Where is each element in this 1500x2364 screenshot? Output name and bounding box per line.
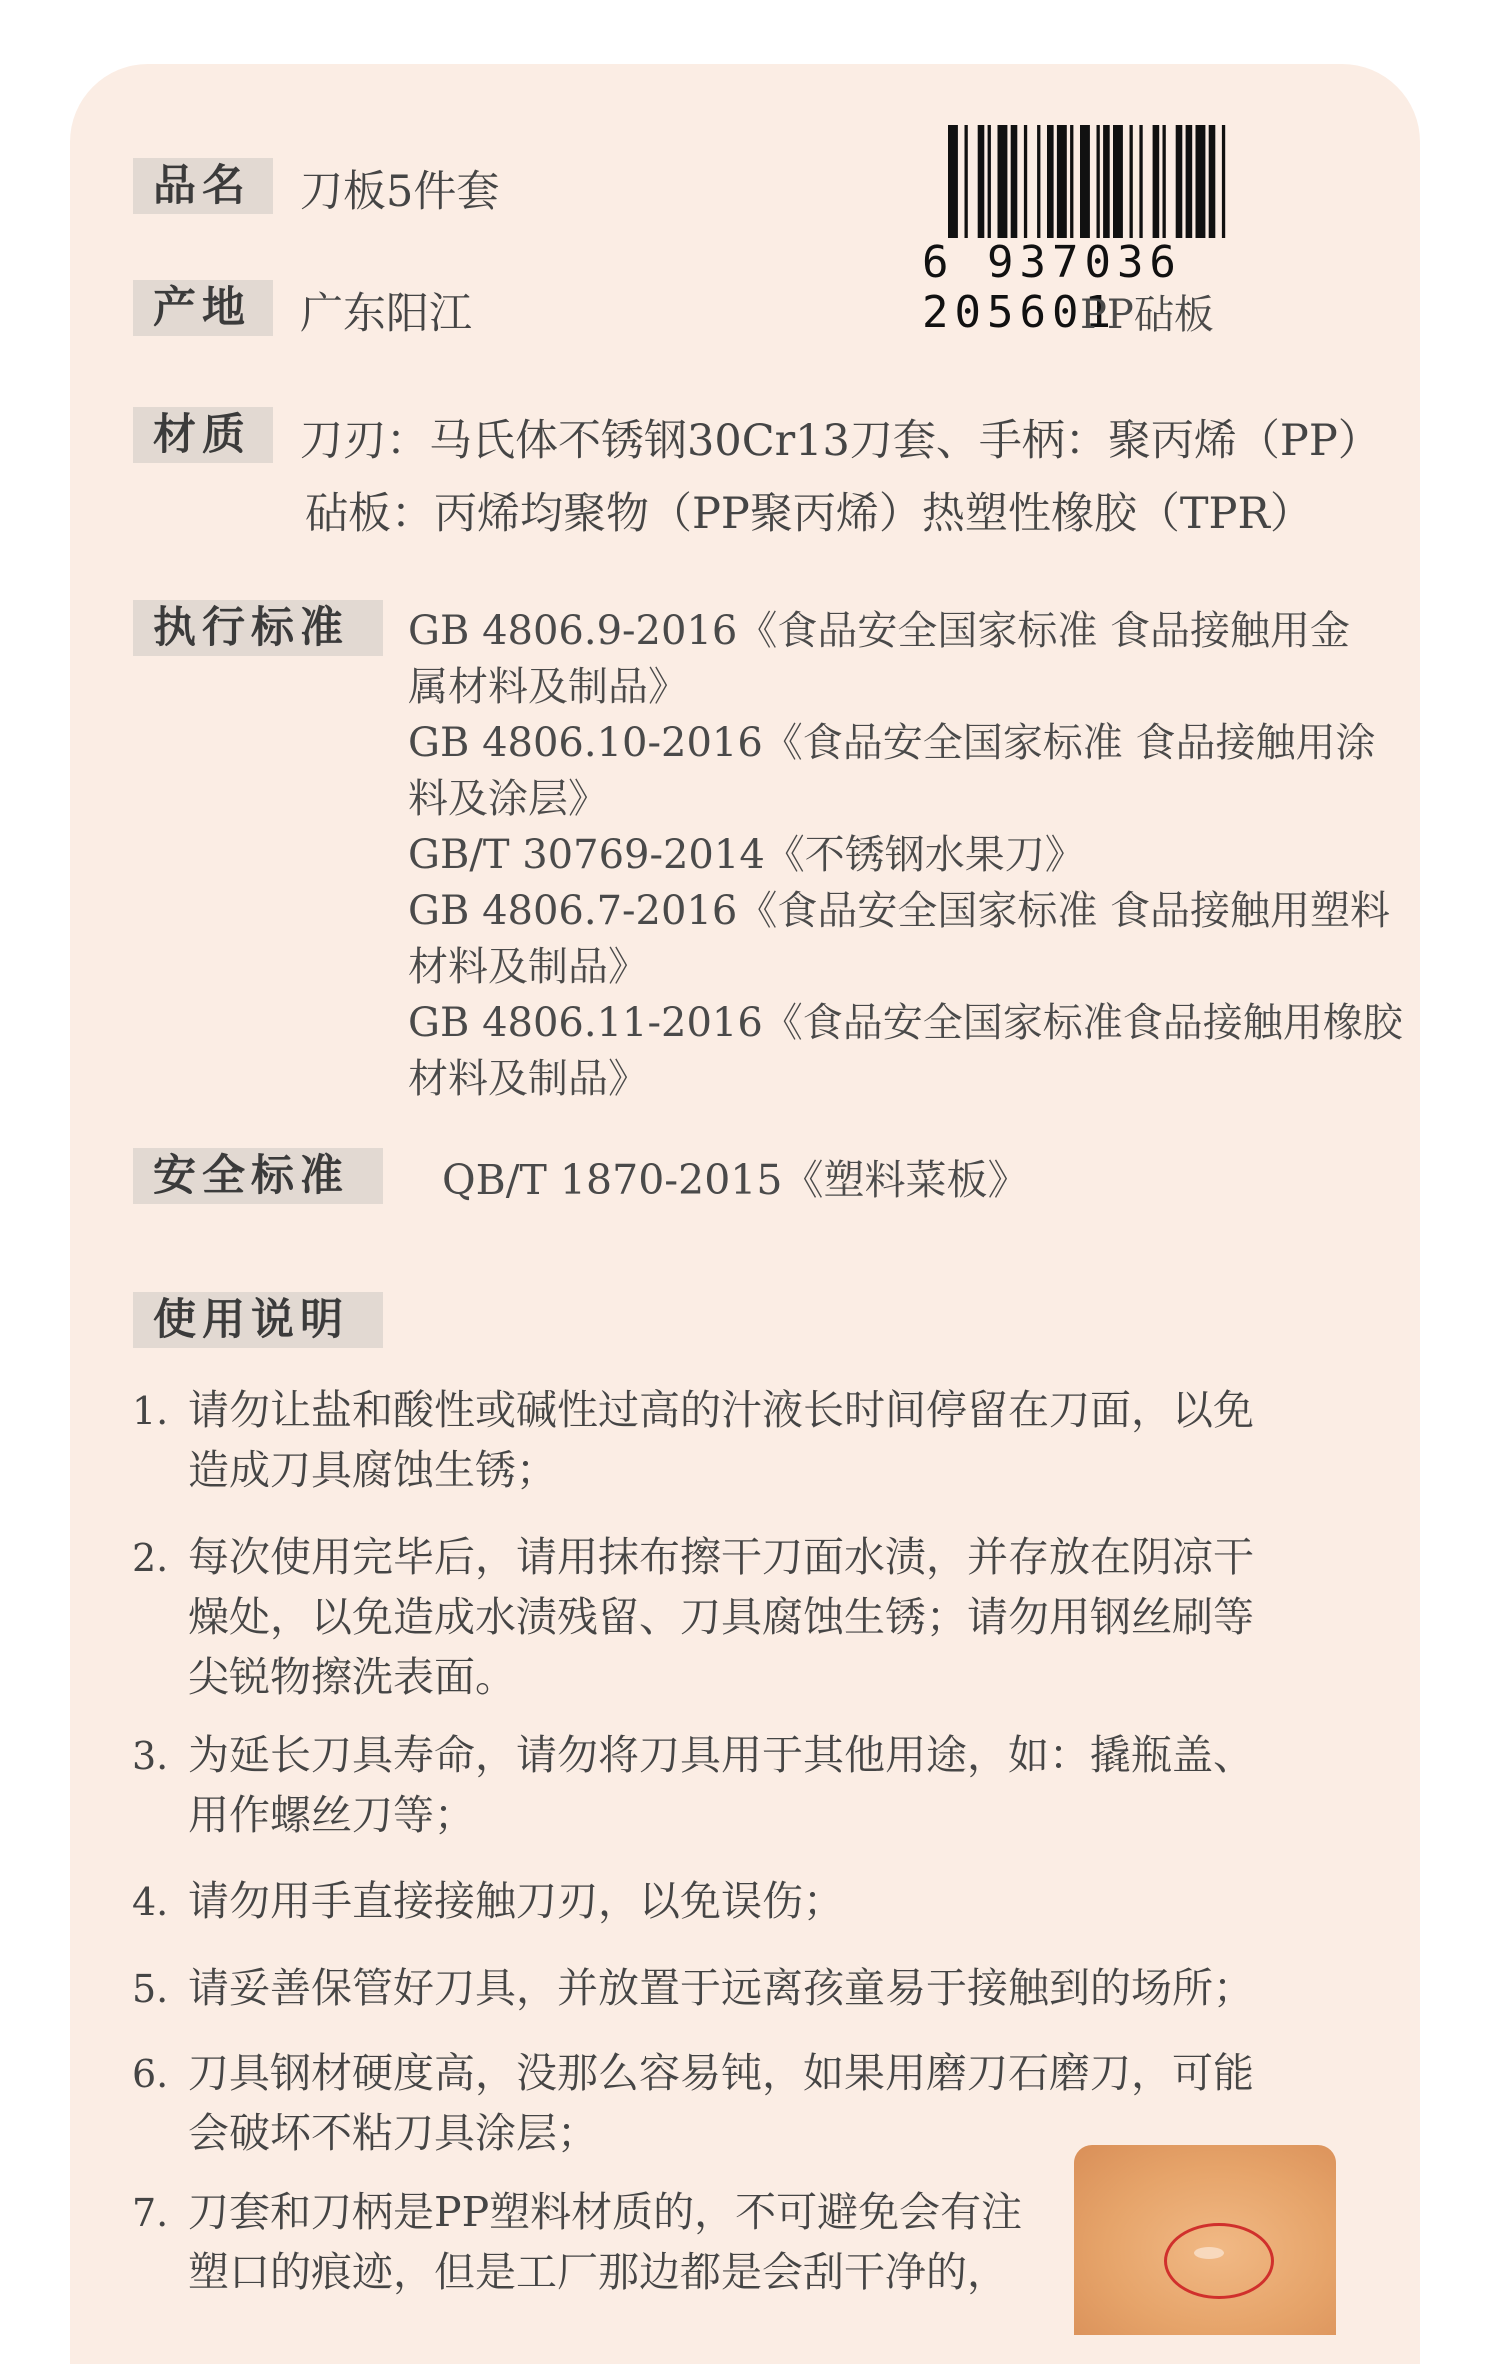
item-line: 刀套和刀柄是PP塑料材质的，不可避免会有注 — [188, 2188, 1023, 2236]
standards-line: GB 4806.9-2016《食品安全国家标准 食品接触用金 — [408, 608, 1351, 654]
standards-line: 料及涂层》 — [408, 776, 608, 822]
item-line: 尖锐物擦洗表面。 — [188, 1653, 516, 1701]
item-line: 会破坏不粘刀具涂层； — [188, 2109, 598, 2157]
safety-value: QB/T 1870-2015《塑料菜板》 — [442, 1156, 1029, 1204]
item-line: 燥处，以免造成水渍残留、刀具腐蚀生锈；请勿用钢丝刷等 — [188, 1593, 1254, 1641]
usage-item-4 — [132, 1871, 1362, 1932]
item-number: 1. — [132, 1389, 169, 1433]
item-line: 为延长刀具寿命，请勿将刀具用于其他用途，如：撬瓶盖、 — [188, 1731, 1254, 1779]
standards-label: 执行标准 — [133, 600, 383, 656]
usage-label: 使用说明 — [133, 1292, 383, 1348]
handle-detail-photo — [1074, 2145, 1336, 2335]
highlight-circle-icon — [1164, 2223, 1274, 2299]
origin-label: 产地 — [133, 280, 273, 336]
usage-item-1 — [132, 1380, 1362, 1494]
item-number: 3. — [132, 1734, 169, 1778]
usage-item-3 — [132, 1725, 1362, 1839]
item-line: 请妥善保管好刀具，并放置于远离孩童易于接触到的场所； — [188, 1964, 1254, 2012]
item-line: 请勿用手直接接触刀刃，以免误伤； — [188, 1877, 844, 1925]
standards-line: 属材料及制品》 — [408, 664, 688, 710]
standards-line: GB/T 30769-2014《不锈钢水果刀》 — [408, 832, 1085, 878]
standards-line: GB 4806.10-2016《食品安全国家标准 食品接触用涂 — [408, 720, 1376, 766]
standards-line: GB 4806.7-2016《食品安全国家标准 食品接触用塑料 — [408, 888, 1391, 934]
standards-line: GB 4806.11-2016《食品安全国家标准食品接触用橡胶 — [408, 1000, 1403, 1046]
item-number: 4. — [132, 1880, 169, 1924]
material-line-1: 刀刃：马氏体不锈钢30Cr13刀套、手柄：聚丙烯（PP） — [300, 416, 1381, 466]
usage-item-5 — [132, 1958, 1362, 2019]
barcode-number: 6 937036 205601 — [918, 238, 1346, 338]
item-line: 塑口的痕迹，但是工厂那边都是会刮干净的， — [188, 2248, 1008, 2296]
item-number: 7. — [132, 2191, 169, 2235]
product-name-value: 刀板5件套 — [300, 167, 500, 217]
usage-item-6 — [132, 2043, 1362, 2157]
material-line-2: 砧板：丙烯均聚物（PP聚丙烯）热塑性橡胶（TPR） — [305, 489, 1313, 539]
item-line: 请勿让盐和酸性或碱性过高的汁液长时间停留在刀面，以免 — [188, 1386, 1254, 1434]
product-name-label: 品名 — [133, 158, 273, 214]
item-number: 2. — [132, 1536, 169, 1580]
origin-value: 广东阳江 — [300, 289, 472, 339]
standards-line: 材料及制品》 — [408, 944, 648, 990]
item-line: 造成刀具腐蚀生锈； — [188, 1446, 557, 1494]
item-line: 每次使用完毕后，请用抹布擦干刀面水渍，并存放在阴凉干 — [188, 1533, 1254, 1581]
barcode-caption: PP砧板 — [1080, 292, 1214, 338]
item-number: 5. — [132, 1967, 169, 2011]
safety-label: 安全标准 — [133, 1148, 383, 1204]
item-line: 刀具钢材硬度高，没那么容易钝，如果用磨刀石磨刀，可能 — [188, 2049, 1254, 2097]
material-label: 材质 — [133, 407, 273, 463]
standards-line: 材料及制品》 — [408, 1056, 648, 1102]
usage-item-2 — [132, 1527, 1362, 1701]
item-line: 用作螺丝刀等； — [188, 1791, 475, 1839]
item-number: 6. — [132, 2052, 169, 2096]
